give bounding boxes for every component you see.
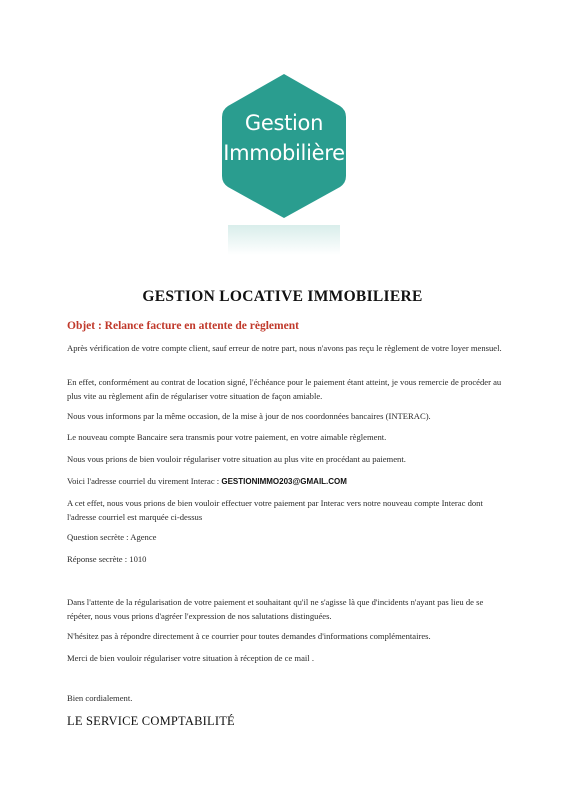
interac-email: GESTIONIMMO203@GMAIL.COM — [221, 477, 347, 486]
paragraph-thanks: Merci de bien vouloir régulariser votre situation à réception de ce mail . — [67, 653, 314, 663]
logo-hexagon — [216, 70, 352, 270]
paragraph-new-account: Le nouveau compte Bancaire sera transmis pour votre paiement, en votre aimable règlement. — [67, 432, 387, 442]
subject-line: Objet : Relance facture en attente de règlement — [67, 320, 299, 332]
company-logo — [216, 70, 352, 270]
logo-text-line1: Gestion — [244, 111, 324, 135]
paragraph-bank-update: Nous vous informons par la même occasion, de la mise à jour de nos coordonnées bancaires (INTERAC). — [67, 411, 431, 421]
logo-text-line2: Immobilière — [223, 141, 345, 165]
signoff: Bien cordialement. — [67, 693, 133, 703]
paragraph-contact: N'hésitez pas à répondre directement à ce courrier pour toutes demandes d'informations complémentaires. — [67, 631, 431, 641]
signature-service: LE SERVICE COMPTABILITÉ — [67, 714, 235, 728]
interac-label: Voici l'adresse courriel du virement Interac : — [67, 476, 222, 486]
paragraph-regularize: Nous vous prions de bien vouloir régulariser votre situation au plus vite en procédant au paiement. — [67, 454, 406, 464]
paragraph-verification: Après vérification de votre compte client, sauf erreur de notre part, nous n'avons pas reçu le règlement de votre loyer mensuel. — [67, 343, 502, 353]
paragraph-payment-instructions: A cet effet, nous vous prions de bien vouloir effectuer votre paiement par Interac vers notre nouveau compte Interac dont l'adresse courriel est marquée ci-dessus — [67, 498, 483, 522]
secret-question: Question secrète : Agence — [67, 532, 157, 542]
paragraph-contract: En effet, conformément au contrat de location signé, l'échéance pour le paiement étant atteint, je vous remercie de procéder au plus vite au règlement afin de régulariser votre situation de façon amiable. — [67, 377, 502, 401]
secret-answer: Réponse secrète : 1010 — [67, 554, 147, 564]
interac-line — [67, 475, 507, 489]
document-title: GESTION LOCATIVE IMMOBILIERE — [142, 288, 423, 305]
paragraph-closing: Dans l'attente de la régularisation de votre paiement et souhaitant qu'il ne s'agisse là que d'incidents n'ayant pas lieu de se répéter, nous vous prions d'agréer l'expression de nos salutations distinguées. — [67, 597, 484, 621]
